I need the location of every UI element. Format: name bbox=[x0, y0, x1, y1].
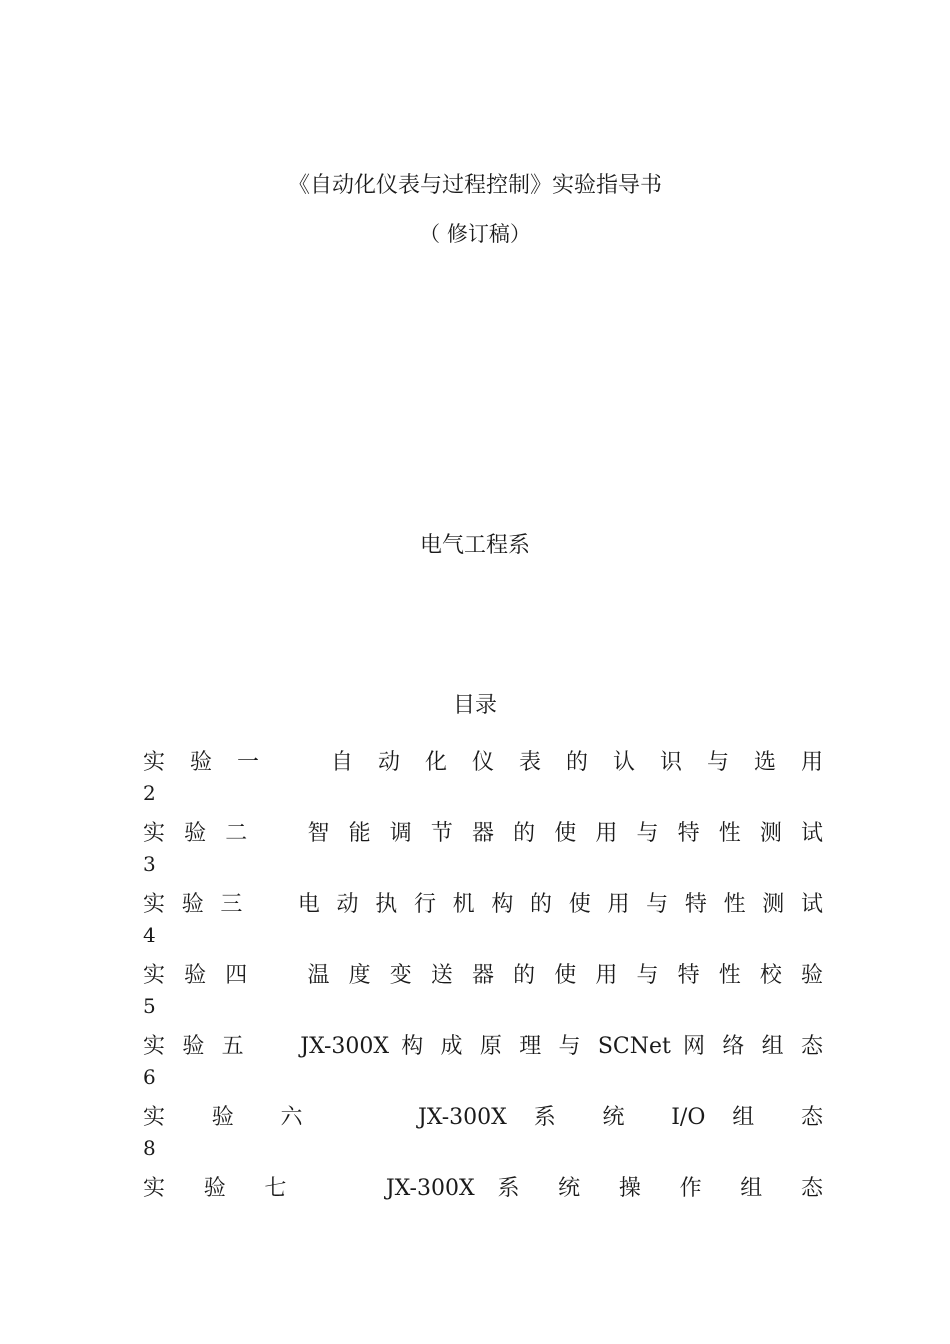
toc-entry-page: 6 bbox=[143, 1065, 156, 1089]
toc-entry-6 bbox=[143, 1103, 823, 1174]
toc-entry-page: 4 bbox=[143, 923, 156, 947]
toc-entry-title: 实 验 六 JX-300X 系 统 I/O 组 态 bbox=[143, 1105, 823, 1130]
toc-entry-page: 8 bbox=[143, 1136, 156, 1160]
toc-entry-title: 实 验 一 自 动 化 仪 表 的 认 识 与 选 用 bbox=[143, 750, 823, 775]
toc-entry-3 bbox=[143, 890, 823, 961]
toc-entry-page: 5 bbox=[143, 994, 156, 1018]
toc-entry-title: 实 验 三 电 动 执 行 机 构 的 使 用 与 特 性 测 试 bbox=[143, 892, 823, 917]
toc-entry-title: 实 验 四 温 度 变 送 器 的 使 用 与 特 性 校 验 bbox=[143, 963, 823, 988]
toc-entry-title: 实 验 七 JX-300X 系 统 操 作 组 态 bbox=[143, 1176, 823, 1201]
toc-entry-2 bbox=[143, 819, 823, 890]
toc-entry-1 bbox=[143, 748, 823, 819]
document-subtitle: （ 修订稿） bbox=[419, 222, 531, 246]
toc-heading: 目录 bbox=[452, 693, 497, 718]
toc-entry-title: 实 验 五 JX-300X 构 成 原 理 与 SCNet 网 络 组 态 bbox=[143, 1034, 823, 1059]
toc-entry-page bbox=[143, 1204, 823, 1234]
department-name: 电气工程系 bbox=[419, 533, 530, 558]
toc-entry-4 bbox=[143, 961, 823, 1032]
toc-entry-page: 2 bbox=[143, 781, 156, 805]
toc-entry-title: 实 验 二 智 能 调 节 器 的 使 用 与 特 性 测 试 bbox=[143, 821, 823, 846]
toc-entry-5 bbox=[143, 1032, 823, 1103]
toc-entry-page: 3 bbox=[143, 852, 156, 876]
document-title: 《自动化仪表与过程控制》实验指导书 bbox=[287, 173, 662, 198]
table-of-contents bbox=[143, 748, 823, 1245]
toc-entry-7 bbox=[143, 1174, 823, 1245]
